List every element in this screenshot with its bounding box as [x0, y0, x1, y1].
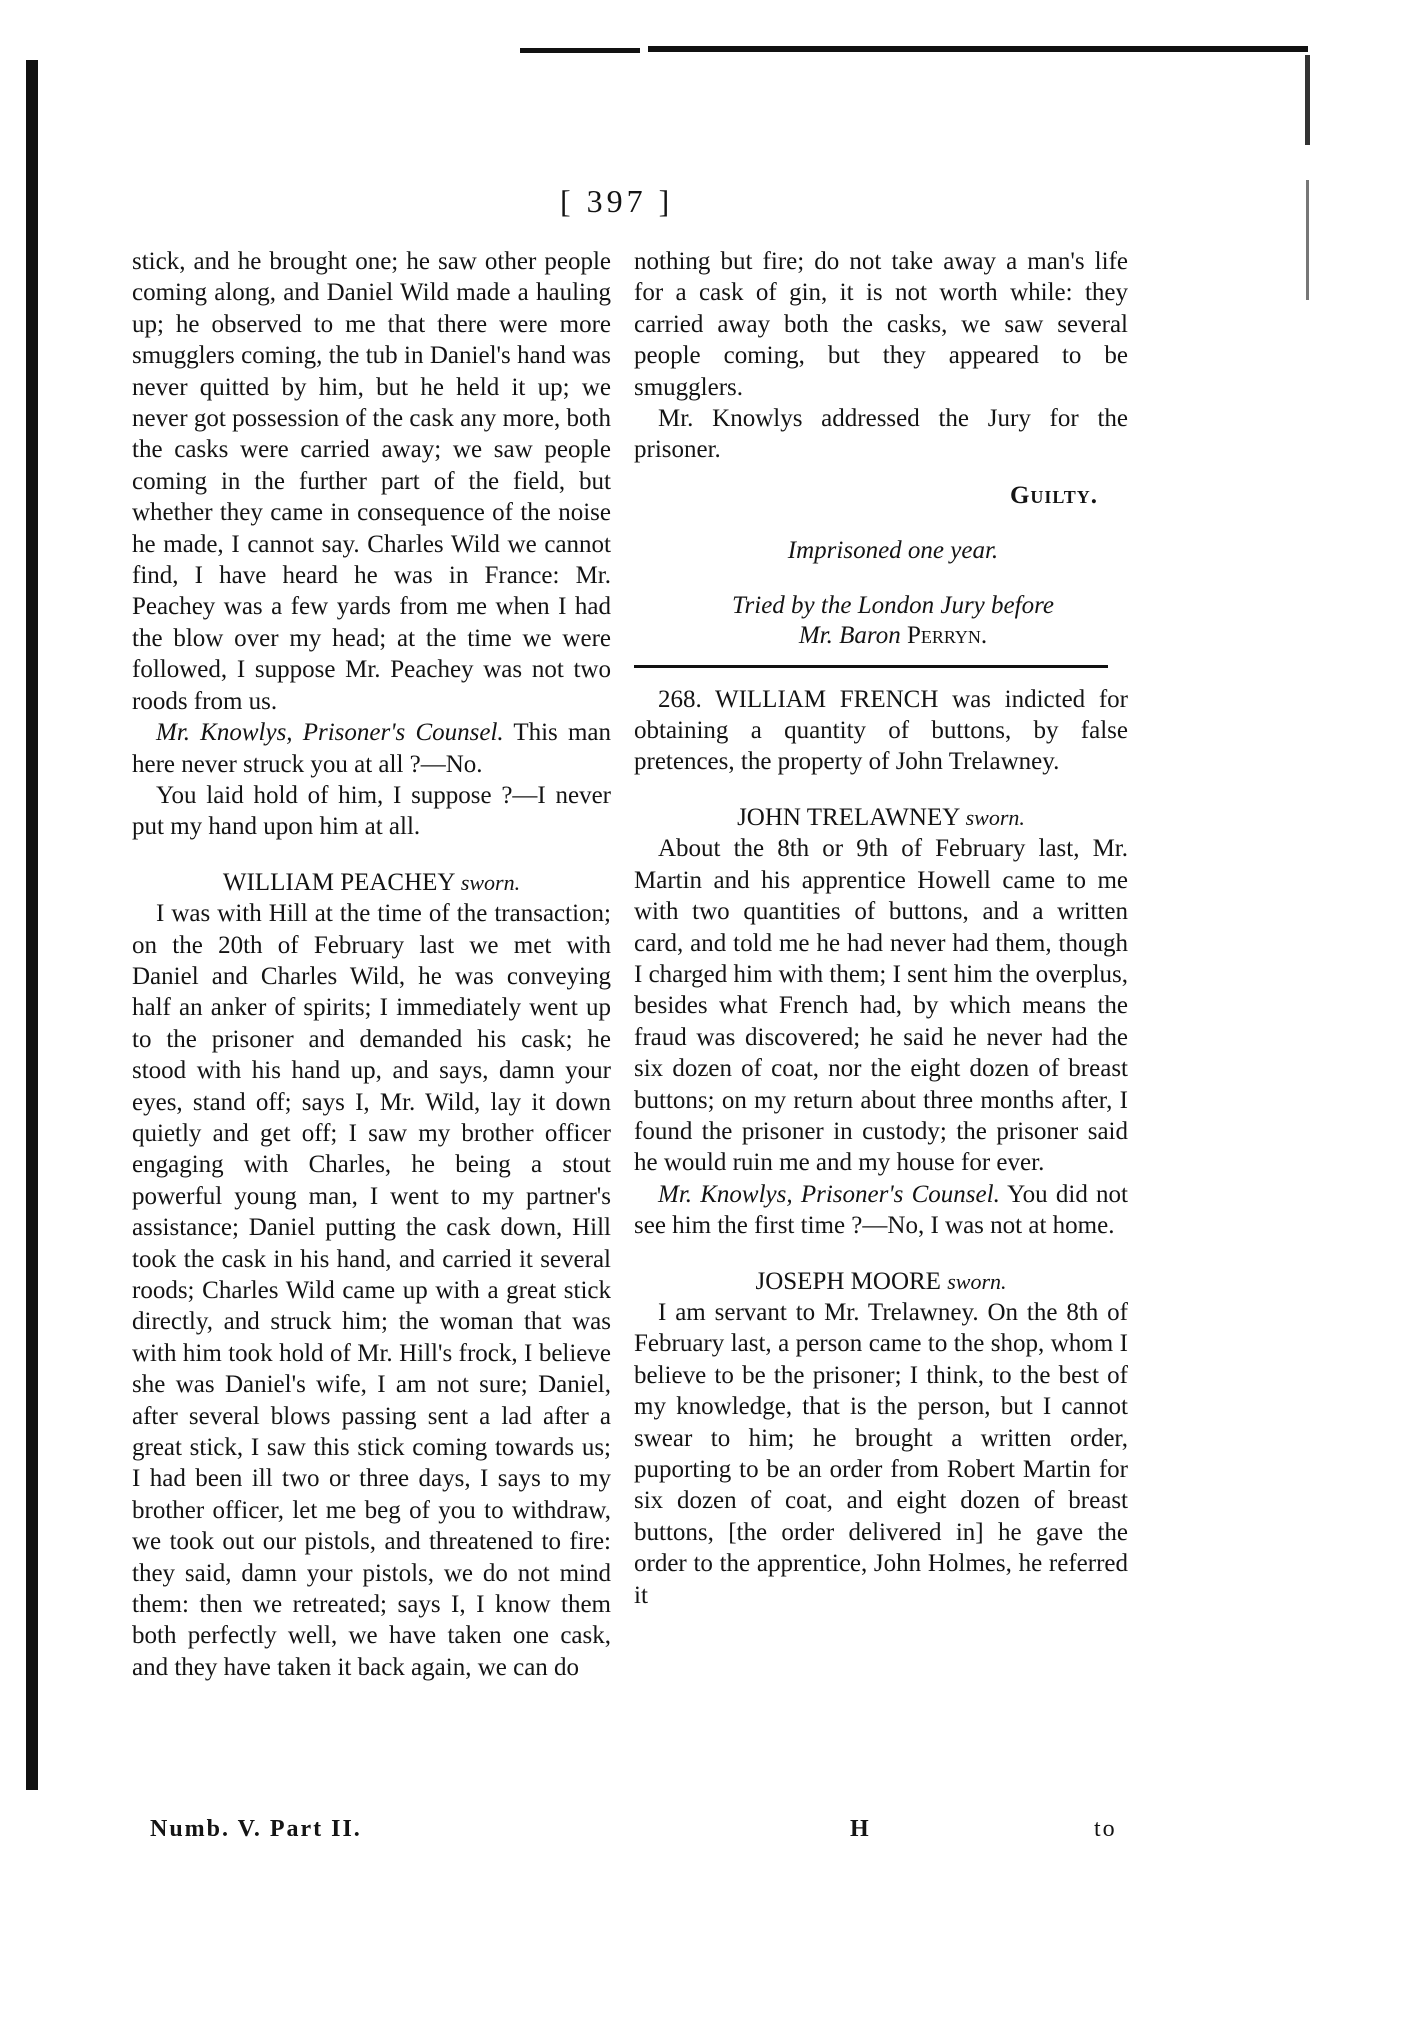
sentence: Imprisoned one year.: [787, 537, 999, 565]
page-edge-left: [26, 60, 38, 1790]
judge-prefix: Mr. Baron: [798, 621, 907, 649]
judge-line: [634, 621, 1128, 651]
right-edge-mark: [1305, 55, 1310, 145]
footer-part-label: Numb. V. Part II.: [150, 1816, 362, 1842]
counsel-label: Mr. Knowlys, Prisoner's Counsel.: [156, 719, 504, 747]
counsel-label: Mr. Knowlys, Prisoner's Counsel.: [658, 1180, 1000, 1208]
tried-before-line: Tried by the London Jury before: [732, 591, 1054, 619]
testimony-paragraph: I am servant to Mr. Trelawney. On the 8th of February last, a person came to the shop, whom I believe to be the prisoner; I think, to the best of my knowledge, that is the person, but I cannot swear to him; he brought a written order, puporting to be an order from Robert Martin for six dozen of coat, and eight dozen of breast buttons, [the order delivered in] he gave the order to the apprentice, John Holmes, he referred it: [634, 1298, 1128, 1609]
case-intro: 268. WILLIAM FRENCH was indicted for obtaining a quantity of buttons, by false pretences, the property of John Trelawney.: [634, 685, 1128, 776]
witness-heading: [132, 867, 611, 898]
witness-heading: [634, 802, 1128, 833]
judge-name: Perryn.: [906, 621, 988, 649]
testimony-paragraph: I was with Hill at the time of the transaction; on the 20th of February last we met with Daniel and Charles Wild, he was conveying half an anker of spirits; I immediately went up to the prisoner and demanded his cask; he stood with his hand up, and says, damn your eyes, stand off; says I, Mr. Wild, lay it down quietly and get off; I saw my brother officer engaging with Charles, he being a stout powerful young man, I went to my partner's assistance; Daniel putting the cask down, Hill took the cask in his hand, and carried it several roods; Charles Wild came up with a great stick directly, and struck him; the woman that was with him took hold of Mr. Hill's frock, I believe she was Daniel's wife, I am not sure; Daniel, after several blows passing sent a lad after a great stick, I saw this stick coming towards us; I had been ill two or three days, I says to my brother officer, let me beg of you to withdraw, we took out our pistols, and threatened to fire: they said, damn your pistols, we do not mind them: then we retreated; says I, I know them both perfectly well, we have taken one cask, and they have taken it back again, we can do: [132, 900, 611, 1681]
witness-name: JOSEPH MOORE: [755, 1267, 941, 1295]
sworn-label: sworn.: [460, 869, 521, 895]
catchword: to: [1094, 1816, 1117, 1842]
counsel-text: This man here never struck you at all ?—No.: [132, 719, 611, 778]
witness-name: JOHN TRELAWNEY: [737, 803, 960, 831]
sworn-label: sworn.: [947, 1268, 1007, 1294]
right-column: [634, 246, 1128, 1611]
verdict: Guilty.: [1009, 481, 1098, 509]
paragraph: nothing but fire; do not take away a man's life for a cask of gin, it is not worth while: they carried away both the casks, we saw several people coming, but they appeared to be smugglers.: [634, 248, 1128, 401]
question-paragraph: You laid hold of him, I suppose ?—I never put my hand upon him at all.: [132, 781, 611, 841]
page-number: [ 397 ]: [560, 183, 674, 219]
paragraph: stick, and he brought one; he saw other people coming along, and Daniel Wild made a hauling up; he observed to me that there were more smugglers coming, the tub in Daniel's hand was never quitted by him, but he held it up; we never got possession of the cask any more, both the casks were carried away; we saw people coming in the further part of the field, but whether they came in consequence of the noise he made, I cannot say. Charles Wild we cannot find, I have heard he was in France: Mr. Peachey was a few yards from me when I had the blow over my head; at the time we were followed, I suppose Mr. Peachey was not two roods from us.: [132, 248, 611, 715]
address-paragraph: Mr. Knowlys addressed the Jury for the prisoner.: [634, 405, 1128, 464]
signature-mark: H: [850, 1816, 871, 1842]
counsel-question: [132, 717, 611, 780]
counsel-question: [634, 1179, 1128, 1242]
top-rule: [520, 48, 640, 53]
counsel-text: You did not see him the first time ?—No, I was not at home.: [634, 1180, 1128, 1240]
left-column: [132, 246, 611, 1683]
testimony-paragraph: About the 8th or 9th of February last, Mr. Martin and his apprentice Howell came to me with two quantities of buttons, and a written card, and told me he had never had them, though I charged him with them; I sent him the overplus, besides what French had, by which means the fraud was discovered; he said he never had the six dozen of coat, nor the eight dozen of breast buttons; on my return about three months after, I found the prisoner in custody; the prisoner said he would ruin me and my house for ever.: [634, 835, 1128, 1177]
section-rule: [634, 665, 1108, 668]
sworn-label: sworn.: [965, 804, 1025, 830]
right-edge-mark-lower: [1306, 180, 1309, 300]
top-rule-right: [648, 46, 1308, 52]
witness-name: WILLIAM PEACHEY: [222, 868, 455, 896]
witness-heading: [634, 1266, 1128, 1297]
